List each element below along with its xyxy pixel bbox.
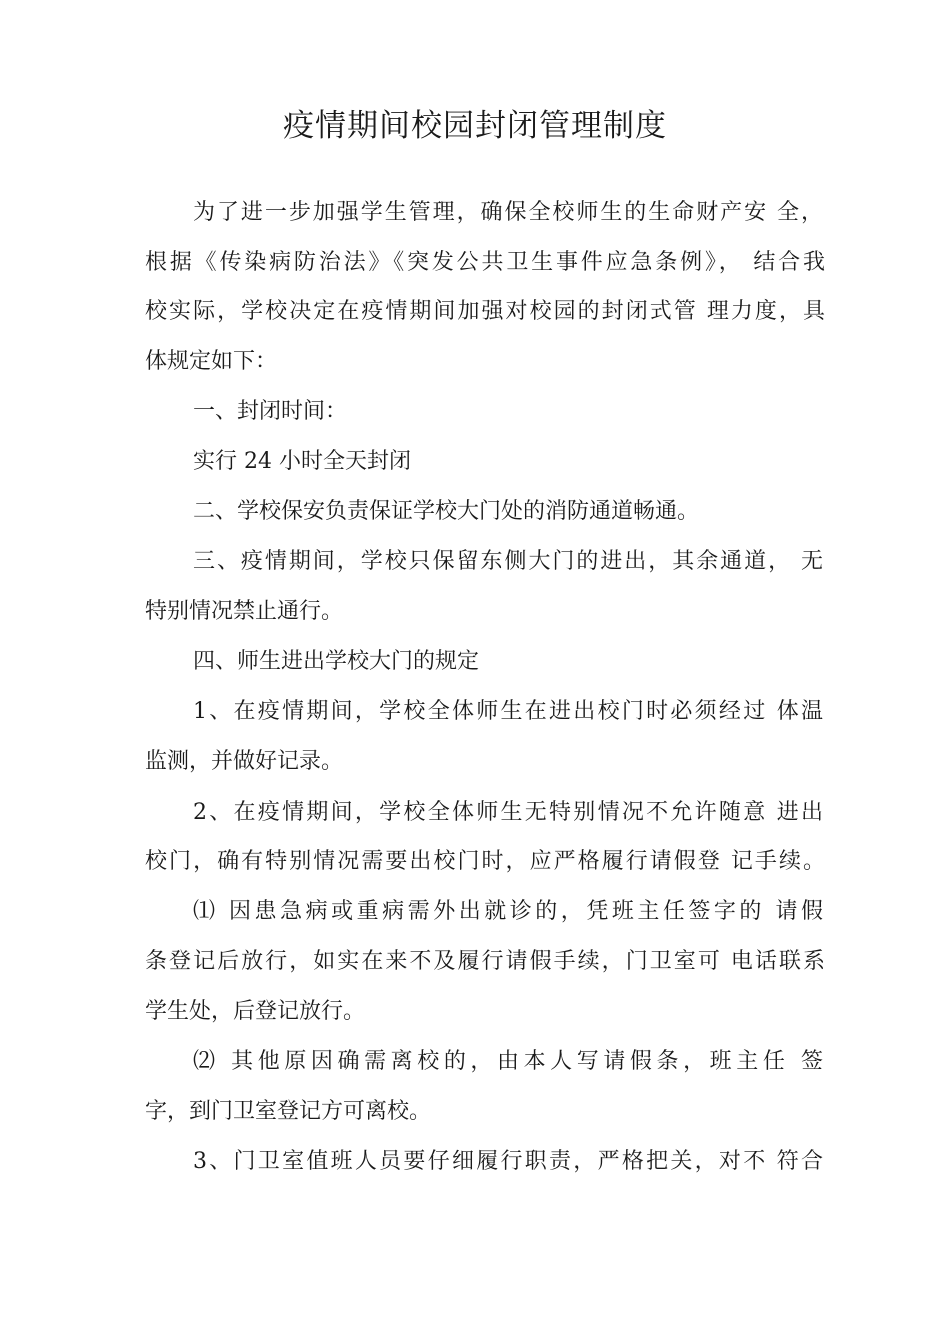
paragraph-line: 校实际，学校决定在疫情期间加强对校园的封闭式管 理力度，具 — [145, 299, 825, 324]
paragraph-line: 实行 24 小时全天封闭 — [193, 449, 411, 474]
paragraph-line: 监测，并做好记录。 — [145, 749, 344, 774]
paragraph-line: 校门，确有特别情况需要出校门时，应严格履行请假登 记手续。 — [145, 849, 825, 874]
section-heading: 三、疫情期间，学校只保留东侧大门的进出，其余通道， 无 — [193, 549, 823, 574]
section-heading: 一、封闭时间： — [193, 399, 348, 424]
paragraph-line: 学生处，后登记放行。 — [145, 999, 366, 1024]
paragraph-line: 特别情况禁止通行。 — [145, 599, 344, 624]
paragraph-line: ⑵ 其他原因确需离校的，由本人写请假条，班主任 签 — [193, 1049, 823, 1074]
paragraph-line: 条登记后放行，如实在来不及履行请假手续，门卫室可 电话联系 — [145, 949, 825, 974]
paragraph-line: 字，到门卫室登记方可离校。 — [145, 1099, 432, 1124]
section-heading: 四、师生进出学校大门的规定 — [193, 649, 480, 674]
paragraph-line: ⑴ 因患急病或重病需外出就诊的，凭班主任签字的 请假 — [193, 899, 823, 924]
paragraph-line: 1、在疫情期间，学校全体师生在进出校门时必须经过 体温 — [193, 699, 823, 724]
paragraph-line: 为了进一步加强学生管理，确保全校师生的生命财产安 全， — [193, 200, 823, 225]
document-title: 疫情期间校园封闭管理制度 — [283, 108, 667, 144]
section-heading: 二、学校保安负责保证学校大门处的消防通道畅通。 — [193, 499, 700, 524]
paragraph-line: 3、门卫室值班人员要仔细履行职责，严格把关，对不 符合 — [193, 1149, 823, 1174]
paragraph-line: 根据《传染病防治法》《突发公共卫生事件应急条例》， 结合我 — [145, 250, 825, 275]
paragraph-line: 体规定如下： — [145, 349, 278, 374]
paragraph-line: 2、在疫情期间，学校全体师生无特别情况不允许随意 进出 — [193, 800, 823, 825]
